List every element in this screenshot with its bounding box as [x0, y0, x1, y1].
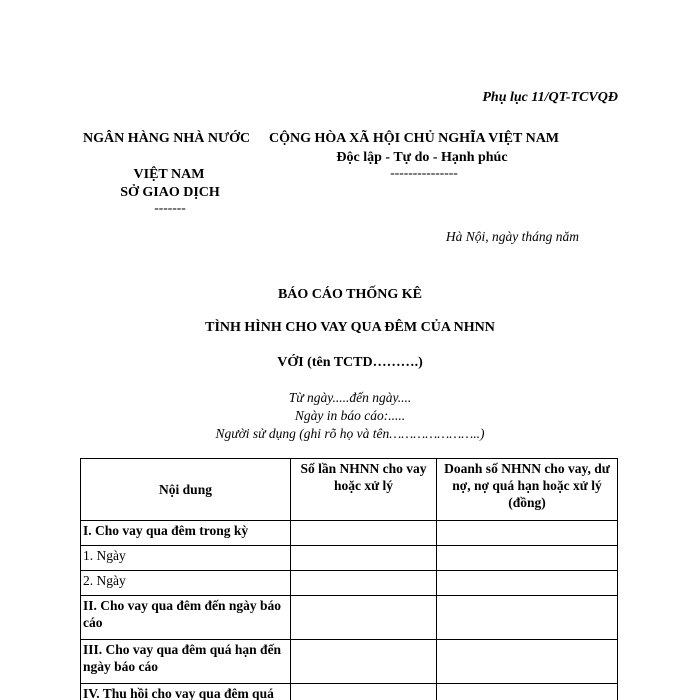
place-date: Hà Nội, ngày tháng năm	[445, 229, 579, 244]
row-amount	[437, 640, 618, 684]
table-header-row	[81, 459, 618, 521]
header-content: Nội dung	[81, 459, 291, 521]
table-row	[81, 521, 618, 546]
statistics-table	[80, 458, 618, 700]
row-count	[291, 546, 437, 571]
row-amount	[437, 546, 618, 571]
agency-name-line1: NGÂN HÀNG NHÀ NƯỚC	[83, 131, 251, 146]
report-print-date: Ngày in báo cáo:.....	[294, 408, 406, 423]
report-title: BÁO CÁO THỐNG KÊ	[277, 287, 423, 302]
row-amount	[437, 521, 618, 546]
table-row	[81, 596, 618, 640]
row-label: IV. Thu hồi cho vay qua đêm quá	[81, 684, 291, 700]
row-label: 1. Ngày	[81, 546, 291, 571]
table-row	[81, 546, 618, 571]
row-label: 2. Ngày	[81, 571, 291, 596]
report-institution: VỚI (tên TCTD……….)	[277, 355, 423, 370]
nation-separator: ---------------	[390, 165, 458, 180]
row-count	[291, 571, 437, 596]
row-count	[291, 521, 437, 546]
table-row	[81, 571, 618, 596]
row-label: III. Cho vay qua đêm quá hạn đến ngày báo cáo	[81, 640, 291, 684]
report-period: Từ ngày.....đến ngày....	[288, 390, 412, 405]
nation-title: CỘNG HÒA XÃ HỘI CHỦ NGHĨA VIỆT NAM	[269, 131, 560, 146]
table-row	[81, 684, 618, 700]
row-amount	[437, 571, 618, 596]
agency-separator: -------	[154, 200, 186, 215]
row-label: II. Cho vay qua đêm đến ngày báo cáo	[81, 596, 291, 640]
agency-name-line2: VIỆT NAM	[133, 167, 205, 182]
agency-name-line3: SỞ GIAO DỊCH	[120, 185, 220, 200]
row-label: I. Cho vay qua đêm trong kỳ	[81, 521, 291, 546]
row-count	[291, 640, 437, 684]
appendix-label: Phụ lục 11/QT-TCVQĐ	[482, 90, 618, 105]
header-count: Số lần NHNN cho vay hoặc xử lý	[291, 459, 437, 521]
report-subtitle: TÌNH HÌNH CHO VAY QUA ĐÊM CỦA NHNN	[205, 320, 495, 335]
row-count	[291, 596, 437, 640]
header-amount: Doanh số NHNN cho vay, dư nợ, nợ quá hạn hoặc xử lý (đồng)	[437, 459, 618, 521]
row-amount	[437, 684, 618, 700]
report-user: Người sử dụng (ghi rõ họ và tên…………………..)	[215, 426, 485, 441]
row-count	[291, 684, 437, 700]
row-amount	[437, 596, 618, 640]
national-motto: Độc lập - Tự do - Hạnh phúc	[336, 150, 508, 165]
table-row	[81, 640, 618, 684]
